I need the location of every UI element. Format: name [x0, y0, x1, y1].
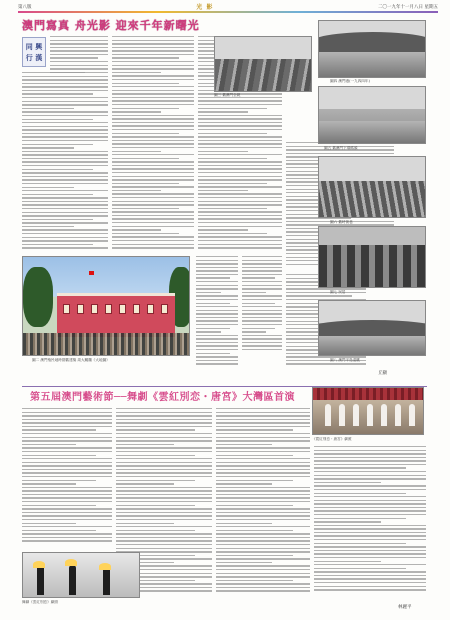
photo-stage-performance: [312, 387, 424, 435]
flag-icon: [89, 271, 94, 275]
issue-date: 二〇一九年十一月八日 星期五: [378, 4, 438, 10]
caption-photo-dance: 舞劇《雲紅別恋》劇照: [22, 600, 58, 604]
photo-waterfront-street: [318, 156, 426, 218]
article2-headline: [30, 388, 320, 402]
article1-body-col2: [112, 36, 194, 252]
caption-photo4: 圖五 舊澳門下環碼頭: [324, 146, 358, 150]
crowd: [23, 333, 190, 355]
article2-body-col1: [22, 408, 112, 548]
article2-author: 林麗平: [398, 605, 412, 610]
article2-body-col4: [314, 446, 426, 596]
caption-photo1: 圖二 澳門殖民地時期舊建築 周大鵬攝《大地圖》: [32, 358, 110, 362]
caption-photo5: 圖六 舊時街巷: [330, 220, 353, 224]
photo-peninsula-view: [318, 300, 426, 356]
article1-body-col5: [242, 256, 282, 356]
photo-old-rooftops: [214, 36, 312, 92]
photo-colonial-building: [22, 256, 190, 356]
page-label: 第八版: [18, 4, 32, 10]
photo-dance-rehearsal: [22, 552, 140, 598]
article2-headline-text: 第五屆澳門藝術節──舞劇《雲紅別恋・唐宮》大灣區首演: [30, 391, 296, 403]
caption-photo3: 圖四 澳門港(一九四四年): [330, 79, 370, 83]
caption-photo6: 圖七 民居: [330, 290, 346, 294]
caption-photo2: 圖三 舊澳門全貌: [214, 93, 241, 97]
article1-body-col4: [196, 256, 238, 368]
column-badge-bottom: 行 漢: [25, 53, 43, 62]
photo-harbor-view: [318, 20, 426, 78]
article1-headline: [22, 18, 282, 32]
article1-body-col1: [22, 72, 108, 252]
article2-body-col3: [216, 408, 310, 598]
article1-headline-text: 澳門寫真 舟光影 迎來千年新曙光: [22, 19, 200, 32]
article1-body-col1-top: [50, 36, 108, 76]
photo-old-lane: [318, 226, 426, 288]
header-rule: [18, 11, 438, 13]
page-header: [18, 2, 438, 11]
section-title: 光 影: [196, 4, 214, 11]
caption-photo-stage: 《霓紅別恋・唐宮》劇照: [312, 437, 352, 441]
tree-left: [23, 267, 53, 327]
caption-photo7: 圖八 澳門半島遠眺: [330, 358, 360, 362]
article1-author: 丘顯: [378, 371, 387, 376]
photo-harbor-pier: [318, 86, 426, 144]
column-badge: [22, 37, 46, 67]
column-badge-top: 同 興: [25, 42, 43, 51]
building-facade: [57, 293, 175, 337]
